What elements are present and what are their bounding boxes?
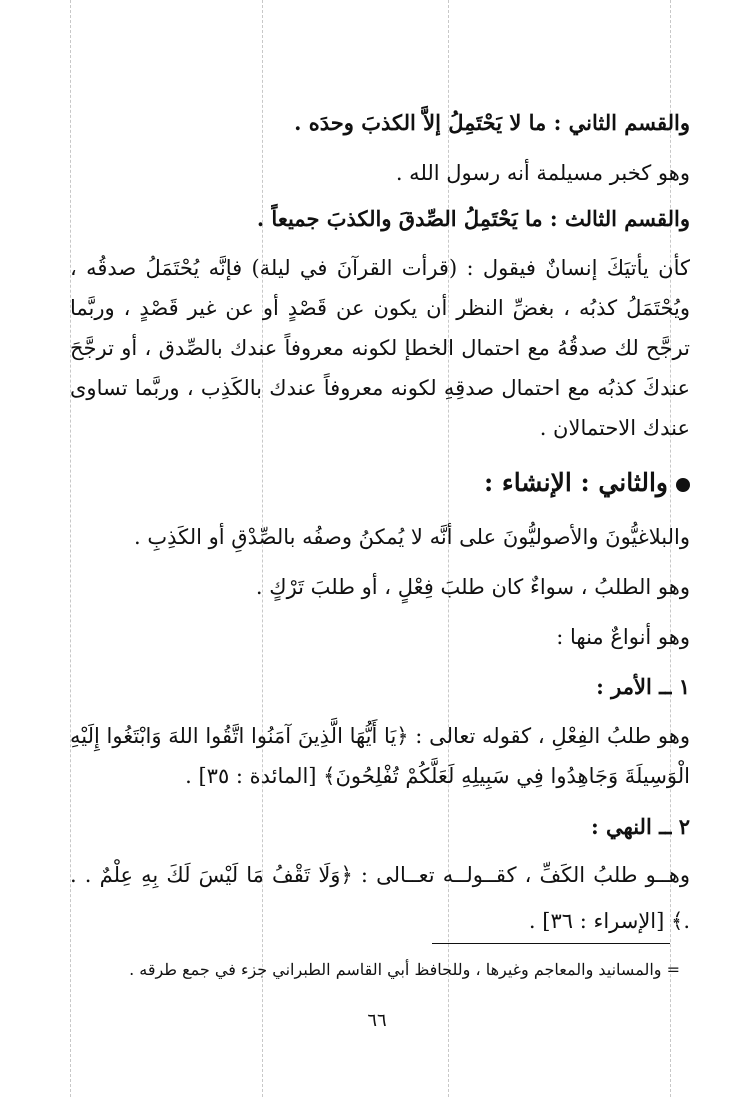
paragraph-second-category: والقسم الثاني : ما لا يَحْتَمِلُ إلاَّ الكذبَ وحدَه . <box>294 110 690 135</box>
page-number: ٦٦ <box>367 1010 387 1031</box>
paragraph-quran-example: كأن يأتيَكَ إنسانٌ فيقول : (قرأت القرآنَ في ليلة) فإنَّه يُحْتَمَلُ صدقُه ، ويُحْتَمَلُ كذبُه ، بغضِّ النظر أن يكون عن قَصْدٍ أو عن غير قَصْدٍ ، وربَّما ترجَّح لك صدقُهُ مع احتمال الخطإ لكونه معروفاً عندك بالصِّدق ، أو ترجَّحَ عندكَ كذبُه مع احتمال صدقِهِ لكونه معروفاً عندك بالكَذِب ، وربَّما تساوى عندك الاحتمالان . <box>70 256 690 440</box>
section-heading-insha <box>70 464 690 502</box>
footnote: = والمسانيد والمعاجم وغيرها ، وللحافظ أبي القاسم الطبراني جزء في جمع طرقه . <box>129 960 680 979</box>
paragraph-musaylima-example: وهو كخبر مسيلمة أنه رسول الله . <box>395 161 690 185</box>
section-heading-text: والثاني : الإنشاء : <box>484 468 668 497</box>
paragraph-request-definition: وهو الطلبُ ، سواءٌ كان طلبَ فِعْلٍ ، أو طلبَ تَرْكٍ . <box>255 575 690 599</box>
footnote-divider <box>432 943 670 944</box>
bullet-icon <box>676 478 690 492</box>
paragraph-prohibition-verse: وهــو طلبُ الكَفِّ ، كقــولــه تعــالى : ﴿وَلَا تَقْفُ مَا لَيْسَ لَكَ بِهِ عِلْمٌ . . .﴾ [الإسراء : ٣٦] . <box>70 863 690 933</box>
paragraph-third-category: والقسم الثالث : ما يَحْتَمِلُ الصِّدقَ والكذبَ جميعاً . <box>256 206 690 231</box>
paragraph-types-intro: وهو أنواعٌ منها : <box>556 625 690 649</box>
paragraph-command-verse: وهو طلبُ الفِعْلِ ، كقوله تعالى : ﴿يَا أَيُّهَا الَّذِينَ آمَنُوا اتَّقُوا اللهَ وَابْتَغُوا إِلَيْهِ الْوَسِيلَةَ وَجَاهِدُوا فِي سَبِيلِهِ لَعَلَّكُمْ تُفْلِحُونَ﴾ [المائدة : ٣٥] . <box>70 724 690 788</box>
paragraph-rhetoricians: والبلاغيُّونَ والأصوليُّونَ على أنَّه لا يُمكنُ وصفُه بالصِّدْقِ أو الكَذِبِ . <box>134 525 690 549</box>
subheading-prohibition: ٢ ــ النهي : <box>590 814 690 839</box>
subheading-command: ١ ــ الأمر : <box>596 674 690 699</box>
